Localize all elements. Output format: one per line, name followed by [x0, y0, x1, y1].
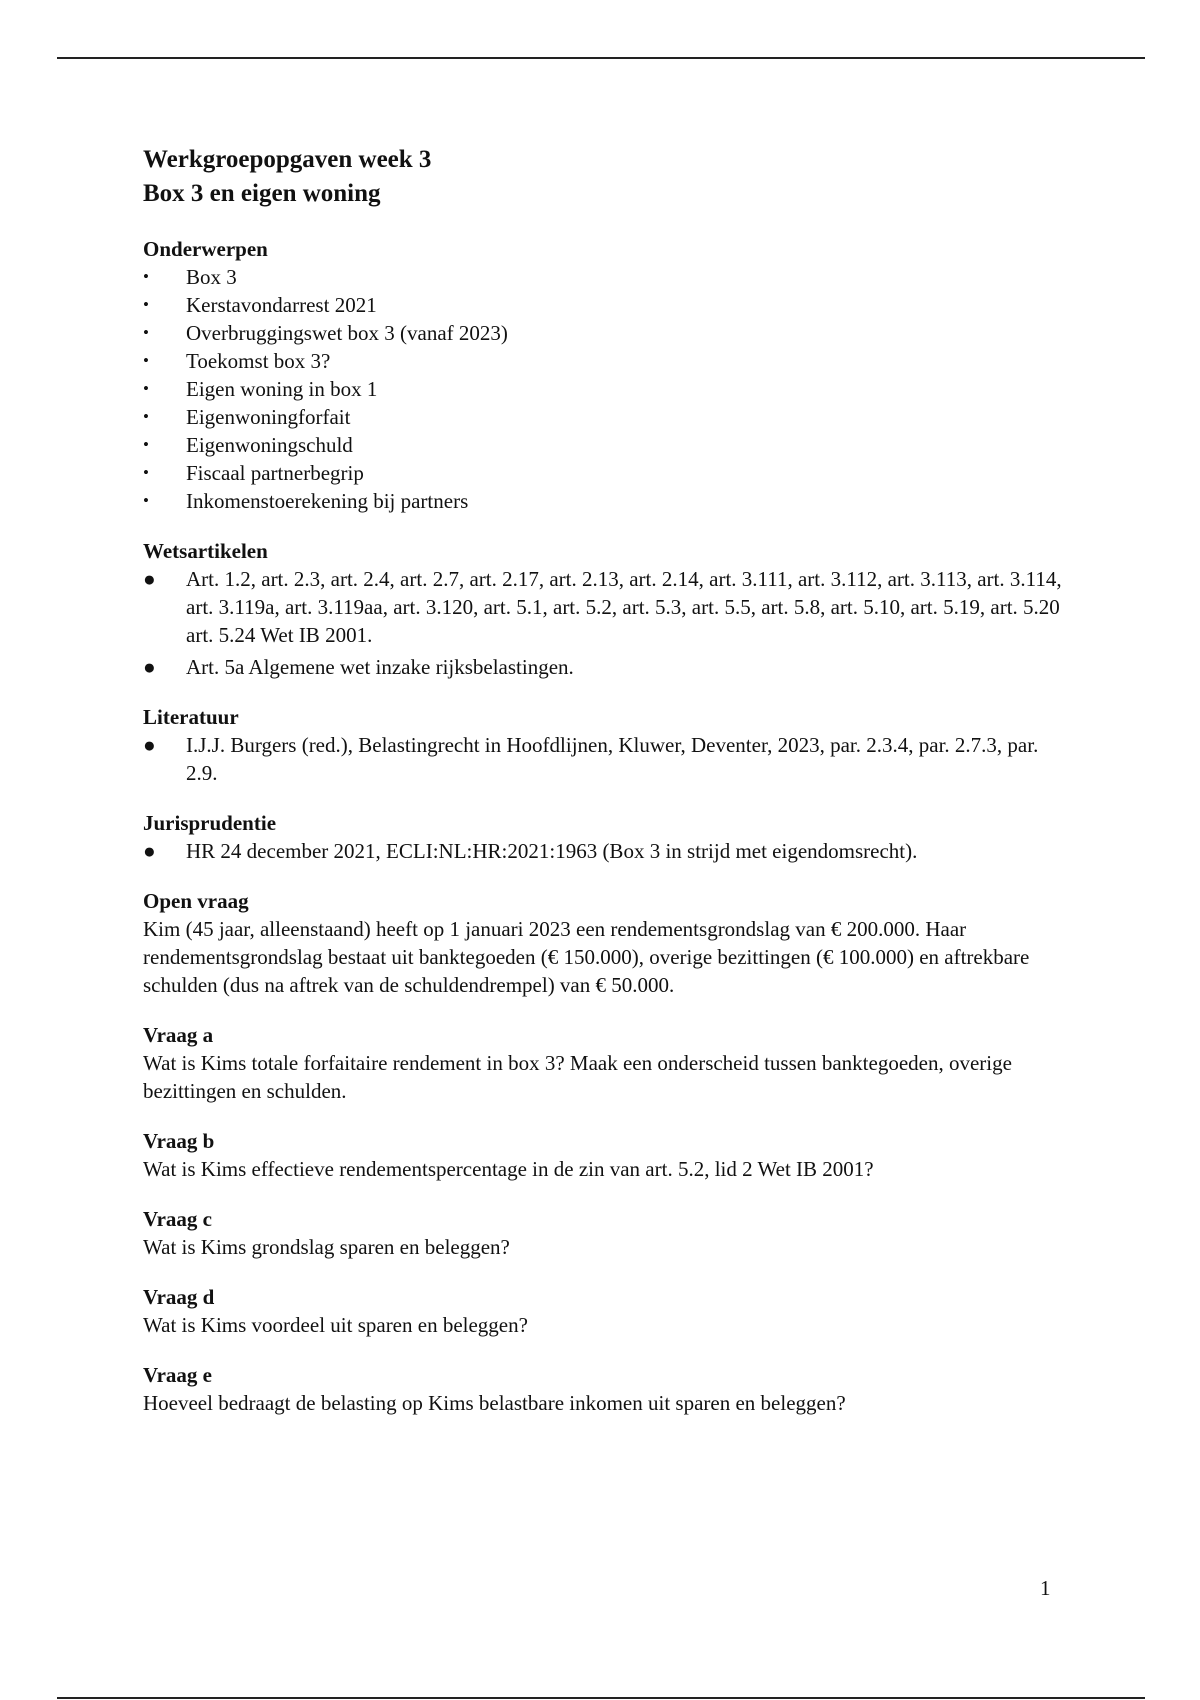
question-a: [143, 1021, 1063, 1105]
header-rule: [57, 57, 1145, 59]
list-item: [143, 731, 1063, 787]
list-item-text: Inkomenstoerekening bij partners: [186, 489, 469, 513]
list-item: [143, 375, 1063, 403]
section-heading-onderwerpen: Onderwerpen: [143, 237, 268, 261]
bullet-icon: •: [143, 295, 149, 314]
question-label: Vraag b: [143, 1129, 215, 1153]
list-item: [143, 263, 1063, 291]
wetsartikelen-list: [143, 565, 1063, 681]
list-item-text: Art. 5a Algemene wet inzake rijksbelastingen.: [186, 655, 574, 679]
list-item: [143, 291, 1063, 319]
question-d: [143, 1283, 1063, 1339]
bullet-icon: •: [143, 407, 149, 426]
list-item-text: Kerstavondarrest 2021: [186, 293, 377, 317]
bullet-icon: ●: [143, 733, 156, 757]
section-wetsartikelen: [143, 537, 1063, 681]
list-item-text: I.J.J. Burgers (red.), Belastingrecht in Hoofdlijnen, Kluwer, Deventer, 2023, par. 2.3.4, par. 2.7.3, par. 2.9.: [186, 733, 1039, 785]
document-title-line2: Box 3 en eigen woning: [143, 180, 381, 207]
question-text: Wat is Kims grondslag sparen en beleggen?: [143, 1235, 510, 1259]
list-item: [143, 403, 1063, 431]
list-item: [143, 565, 1063, 649]
list-item: [143, 459, 1063, 487]
footer-rule: [57, 1697, 1145, 1699]
list-item-text: Eigenwoningschuld: [186, 433, 353, 457]
question-label: Vraag d: [143, 1285, 215, 1309]
question-e: [143, 1361, 1063, 1417]
bullet-icon: ●: [143, 567, 156, 591]
list-item-text: Art. 1.2, art. 2.3, art. 2.4, art. 2.7, art. 2.17, art. 2.13, art. 2.14, art. 3.111, art. 3.112, art. 3.113, art. 3.114, art. 3.119a, art. 3.119aa, art. 3.120, art. 5.1, art. 5.2, art. 5.3, art. 5.5, art. 5.8, art. 5.10, art. 5.19, art. 5.20 art. 5.24 Wet IB 2001.: [186, 567, 1062, 647]
list-item: [143, 347, 1063, 375]
bullet-icon: •: [143, 267, 149, 286]
page-number: 1: [1040, 1576, 1051, 1600]
open-vraag-intro: Kim (45 jaar, alleenstaand) heeft op 1 januari 2023 een rendementsgrondslag van € 200.000. Haar rendementsgrondslag bestaat uit banktegoeden (€ 150.000), overige bezittingen (€ 100.000) en aftrekbare schulden (dus na aftrek van de schuldendrempel) van € 50.000.: [143, 917, 1030, 997]
question-label: Vraag e: [143, 1363, 212, 1387]
bullet-icon: •: [143, 463, 149, 482]
list-item-text: Toekomst box 3?: [186, 349, 331, 373]
document-body: [143, 143, 1063, 1417]
bullet-icon: •: [143, 323, 149, 342]
list-item: [143, 431, 1063, 459]
literatuur-list: [143, 731, 1063, 787]
section-jurisprudentie: [143, 809, 1063, 865]
list-item: [143, 487, 1063, 515]
question-b: [143, 1127, 1063, 1183]
section-heading-literatuur: Literatuur: [143, 705, 239, 729]
list-item-text: Eigen woning in box 1: [186, 377, 378, 401]
question-text: Hoeveel bedraagt de belasting op Kims belastbare inkomen uit sparen en beleggen?: [143, 1391, 846, 1415]
list-item: [143, 837, 1063, 865]
question-label: Vraag a: [143, 1023, 214, 1047]
list-item-text: Fiscaal partnerbegrip: [186, 461, 364, 485]
list-item-text: Box 3: [186, 265, 237, 289]
section-heading-wetsartikelen: Wetsartikelen: [143, 539, 268, 563]
bullet-icon: •: [143, 351, 149, 370]
section-open-vraag: [143, 887, 1063, 999]
question-label: Vraag c: [143, 1207, 212, 1231]
bullet-icon: •: [143, 491, 149, 510]
list-item-text: HR 24 december 2021, ECLI:NL:HR:2021:1963 (Box 3 in strijd met eigendomsrecht).: [186, 839, 918, 863]
question-text: Wat is Kims effectieve rendementspercentage in de zin van art. 5.2, lid 2 Wet IB 2001?: [143, 1157, 874, 1181]
question-c: [143, 1205, 1063, 1261]
bullet-icon: •: [143, 435, 149, 454]
jurisprudentie-list: [143, 837, 1063, 865]
list-item: [143, 653, 1063, 681]
bullet-icon: ●: [143, 839, 156, 863]
bullet-icon: ●: [143, 655, 156, 679]
list-item-text: Overbruggingswet box 3 (vanaf 2023): [186, 321, 508, 345]
list-item: [143, 319, 1063, 347]
bullet-icon: •: [143, 379, 149, 398]
question-text: Wat is Kims voordeel uit sparen en beleggen?: [143, 1313, 528, 1337]
document-title-line1: Werkgroepopgaven week 3: [143, 146, 432, 173]
question-text: Wat is Kims totale forfaitaire rendement in box 3? Maak een onderscheid tussen banktegoeden, overige bezittingen en schulden.: [143, 1051, 1012, 1103]
onderwerpen-list: [143, 263, 1063, 515]
section-literatuur: [143, 703, 1063, 787]
section-heading-open-vraag: Open vraag: [143, 889, 249, 913]
list-item-text: Eigenwoningforfait: [186, 405, 351, 429]
section-heading-jurisprudentie: Jurisprudentie: [143, 811, 277, 835]
section-onderwerpen: [143, 235, 1063, 515]
